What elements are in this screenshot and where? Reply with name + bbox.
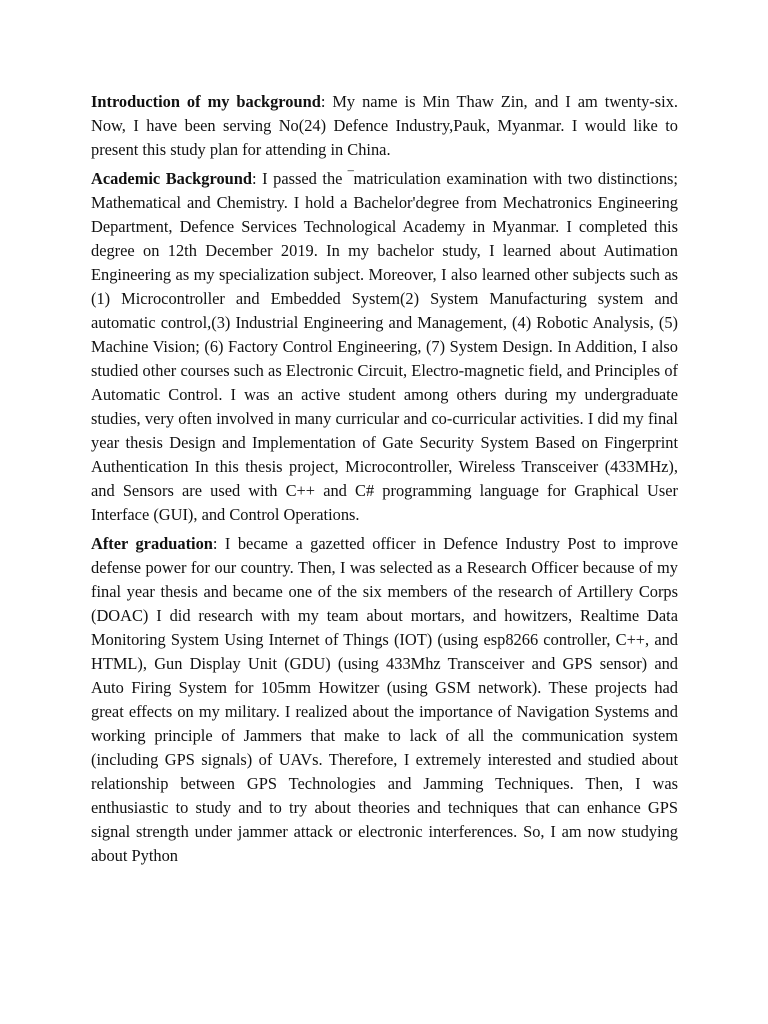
paragraph-academic-background: [91, 167, 678, 527]
paragraph-introduction: [91, 90, 678, 162]
paragraph-after-graduation: [91, 532, 678, 868]
heading-introduction: Introduction of my background: [91, 92, 321, 111]
heading-academic-background: Academic Background: [91, 169, 252, 188]
document-body: [91, 90, 678, 873]
text-after-graduation: : I became a gazetted officer in Defence Industry Post to improve defense power for our country. Then, I was selected as a Research Officer because of my final year thesis and became one of the six members of the research of Artillery Corps (DOAC) I did research with my team about mortars, and howitzers, Realtime Data Monitoring System Using Internet of Things (IOT) (using esp8266 controller, C++, and HTML), Gun Display Unit (GDU) (using 433Mhz Transceiver and GPS sensor) and Auto Firing System for 105mm Howitzer (using GSM network). These projects had great effects on my military. I realized about the importance of Navigation Systems and working principle of Jammers that make to lack of all the communication system (including GPS signals) of UAVs. Therefore, I extremely interested and studied about relationship between GPS Technologies and Jamming Techniques. Then, I was enthusiastic to study and to try about theories and techniques that can enhance GPS signal strength under jammer attack or electronic interferences. So, I am now studying about Python: [91, 534, 678, 865]
text-introduction: : My name is Min Thaw Zin, and I am twenty-six. Now, I have been serving No(24) Defence Industry,Pauk, Myanmar. I would like to present this study plan for attending in China.: [91, 92, 678, 159]
text-academic-background: : I passed the ‾matriculation examination with two distinctions; Mathematical and Chemistry. I hold a Bachelor'degree from Mechatronics Engineering Department, Defence Services Technological Academy in Myanmar. I completed this degree on 12th December 2019. In my bachelor study, I learned about Autimation Engineering as my specialization subject. Moreover, I also learned other subjects such as (1) Microcontroller and Embedded System(2) System Manufacturing system and automatic control,(3) Industrial Engineering and Management, (4) Robotic Analysis, (5) Machine Vision; (6) Factory Control Engineering, (7) System Design. In Addition, I also studied other courses such as Electronic Circuit, Electro-magnetic field, and Principles of Automatic Control. I was an active student among others during my undergraduate studies, very often involved in many curricular and co-curricular activities. I did my final year thesis Design and Implementation of Gate Security System Based on Fingerprint Authentication In this thesis project, Microcontroller, Wireless Transceiver (433MHz), and Sensors are used with C++ and C# programming language for Graphical User Interface (GUI), and Control Operations.: [91, 169, 678, 524]
heading-after-graduation: After graduation: [91, 534, 213, 553]
